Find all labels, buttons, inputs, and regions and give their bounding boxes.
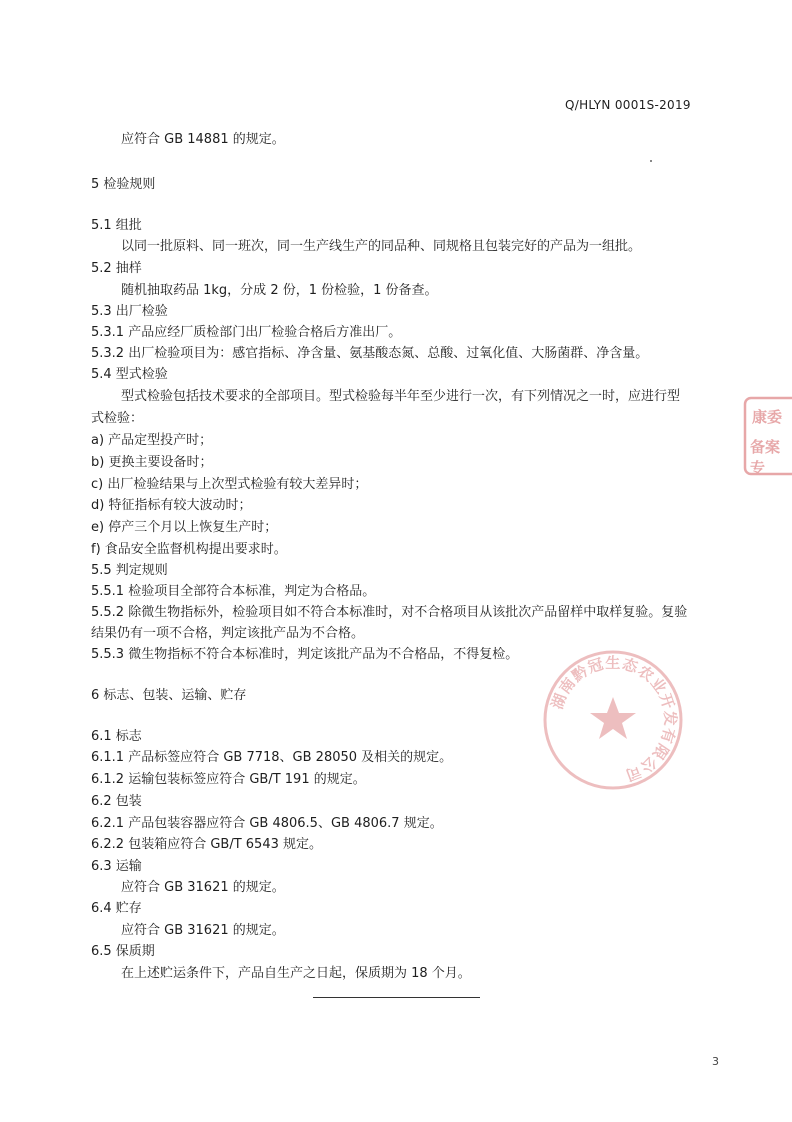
section-heading: 6 标志、包装、运输、贮存 bbox=[91, 688, 247, 703]
text-line: 应符合 GB 31621 的规定。 bbox=[121, 880, 285, 895]
scan-dot bbox=[650, 160, 652, 162]
text-line: 式检验： bbox=[91, 411, 144, 426]
list-item: f) 食品安全监督机构提出要求时。 bbox=[91, 542, 287, 557]
side-stamp-text: 备案专 bbox=[750, 438, 781, 477]
text-line: 6.2.2 包装箱应符合 GB/T 6543 规定。 bbox=[91, 837, 323, 852]
text-line: 应符合 GB 31621 的规定。 bbox=[121, 923, 285, 938]
text-line: 6.1.2 运输包装标签应符合 GB/T 191 的规定。 bbox=[91, 772, 366, 787]
text-line: 以同一批原料、同一班次，同一生产线生产的同品种、同规格且包装完好的产品为一组批。 bbox=[121, 239, 642, 254]
text-line: 随机抽取药品 1kg，分成 2 份，1 份检验，1 份备查。 bbox=[121, 283, 438, 298]
side-stamp bbox=[742, 392, 792, 482]
subsection-heading: 5.1 组批 bbox=[91, 218, 142, 233]
subsection-heading: 6.3 运输 bbox=[91, 859, 142, 874]
end-separator-line bbox=[313, 997, 480, 998]
subsection-heading: 6.1 标志 bbox=[91, 729, 142, 744]
list-item: b) 更换主要设备时； bbox=[91, 455, 213, 470]
subsection-heading: 6.2 包装 bbox=[91, 794, 142, 809]
subsection-heading: 5.5 判定规则 bbox=[91, 563, 168, 578]
seal-ring-text: 湖南黔冠生态农业开发有限公司 bbox=[548, 653, 680, 785]
company-seal-stamp bbox=[538, 645, 688, 795]
subsection-heading: 5.3 出厂检验 bbox=[91, 304, 168, 319]
page-number: 3 bbox=[712, 1055, 719, 1068]
subsection-heading: 5.4 型式检验 bbox=[91, 367, 168, 382]
text-line: 6.1.1 产品标签应符合 GB 7718、GB 28050 及相关的规定。 bbox=[91, 750, 453, 765]
list-item: a) 产品定型投产时； bbox=[91, 433, 213, 448]
text-line: 5.3.2 出厂检验项目为：感官指标、净含量、氨基酸态氮、总酸、过氧化值、大肠菌群、净含量。 bbox=[91, 346, 649, 361]
section-heading: 5 检验规则 bbox=[91, 177, 156, 192]
text-line: 5.5.1 检验项目全部符合本标准，判定为合格品。 bbox=[91, 584, 376, 599]
text-line: 在上述贮运条件下，产品自生产之日起，保质期为 18 个月。 bbox=[121, 966, 471, 981]
text-line: 5.5.2 除微生物指标外，检验项目如不符合本标准时，对不合格项目从该批次产品留样中取样复验。复验 bbox=[91, 605, 688, 620]
text-line: 应符合 GB 14881 的规定。 bbox=[121, 132, 285, 147]
text-line: 结果仍有一项不合格，判定该批产品为不合格。 bbox=[91, 626, 365, 641]
subsection-heading: 5.2 抽样 bbox=[91, 261, 142, 276]
list-item: e) 停产三个月以上恢复生产时； bbox=[91, 520, 278, 535]
text-line: 型式检验包括技术要求的全部项目。型式检验每半年至少进行一次，有下列情况之一时，应进行型 bbox=[121, 389, 681, 404]
text-line: 6.2.1 产品包装容器应符合 GB 4806.5、GB 4806.7 规定。 bbox=[91, 816, 443, 831]
list-item: c) 出厂检验结果与上次型式检验有较大差异时； bbox=[91, 477, 368, 492]
list-item: d) 特征指标有较大波动时； bbox=[91, 498, 252, 513]
header-code: Q/HLYN 0001S-2019 bbox=[565, 98, 691, 112]
subsection-heading: 6.5 保质期 bbox=[91, 944, 155, 959]
text-line: 5.5.3 微生物指标不符合本标准时，判定该批产品为不合格品，不得复检。 bbox=[91, 647, 519, 662]
seal-star-icon bbox=[590, 697, 636, 739]
side-stamp-text: 康委 bbox=[752, 408, 783, 426]
text-line: 5.3.1 产品应经厂质检部门出厂检验合格后方准出厂。 bbox=[91, 325, 402, 340]
subsection-heading: 6.4 贮存 bbox=[91, 901, 142, 916]
